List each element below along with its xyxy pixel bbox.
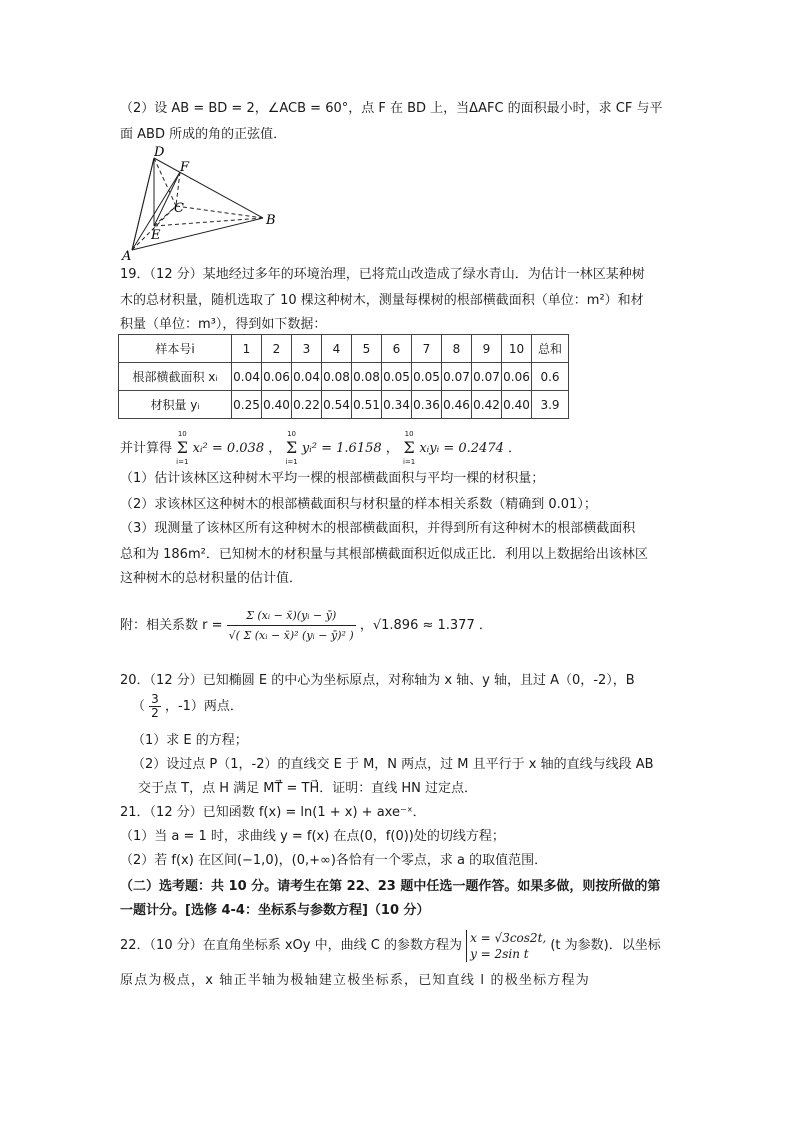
table-cell: 0.40 xyxy=(262,391,292,419)
table-cell: 0.05 xyxy=(382,363,412,391)
table-cell: 10 xyxy=(502,335,532,363)
table-cell: 0.34 xyxy=(382,391,412,419)
q19-p2: （2）求该林区这种树木的根部横截面积与材积量的样本相关系数（精确到 0.01）； xyxy=(120,497,597,512)
label-F: F xyxy=(180,160,190,175)
table-cell: 0.22 xyxy=(292,391,322,419)
appendix-prefix: 附：相关系数 r = xyxy=(120,618,223,633)
label-C: C xyxy=(174,201,184,216)
table-cell: 7 xyxy=(412,335,442,363)
label-A: A xyxy=(122,249,132,262)
q22-line1: 22．（10 分）在直角坐标系 xOy 中，曲线 C 的参数方程为 x = √3cos2t, y = 2sin t (t 为参数)．以坐标 xyxy=(120,930,661,961)
q19-calc-line: 并计算得 10 Σ i=1 xᵢ² = 0.038 ， 10 Σ i=1 yᵢ² = 1.6158 ， 10 Σ i=1 xᵢyᵢ = 0.2474 ． xyxy=(120,428,521,462)
table-cell: 根部横截面积 xᵢ xyxy=(119,363,232,391)
table-cell: 0.04 xyxy=(292,363,322,391)
q19-line2: 木的总材积量，随机选取了 10 棵这种树木，测量每棵树的根部横截面积（单位：m²）和材 xyxy=(120,293,644,308)
q20-p2b: 交于点 T，点 H 满足 MT⃗ = TH⃗．证明：直线 HN 过定点． xyxy=(138,781,478,796)
q20-p2a: （2）设过点 P（1，-2）的直线交 E 于 M，N 两点，过 M 且平行于 x 轴的直线与线段 AB xyxy=(132,757,654,772)
table-cell: 8 xyxy=(442,335,472,363)
table-cell: 0.54 xyxy=(322,391,352,419)
q19-appendix xyxy=(120,594,492,658)
table-row-y xyxy=(119,391,569,419)
q18-part2-line2: 面 ABD 所成的角的正弦值． xyxy=(120,127,287,142)
q19-p3c: 这种树木的总材积量的估计值． xyxy=(120,571,303,586)
elective-line2: 一题计分。[选修 4-4：坐标系与参数方程]（10 分） xyxy=(120,903,430,918)
tetrahedron-figure xyxy=(118,146,288,262)
table-cell: 0.08 xyxy=(352,363,382,391)
table-cell: 样本号i xyxy=(119,335,232,363)
table-cell: 0.07 xyxy=(472,363,502,391)
table-cell: 9 xyxy=(472,335,502,363)
correlation-fraction: $\frac{\text{Σ (xᵢ − x̄)(yᵢ − ȳ)}}{\text{√( Σ (xᵢ − x̄)² (yᵢ − ȳ)² )}}$ xyxy=(228,609,354,642)
elective-line1: （二）选考题：共 10 分。请考生在第 22、23 题中任选一题作答。如果多做，则按所做的第 xyxy=(120,879,661,894)
q19-p3a: （3）现测量了该林区所有这种树木的根部横截面积，并得到所有这种树木的根部横截面积 xyxy=(120,521,636,536)
table-row-x xyxy=(119,363,569,391)
q22-line2: 原点为极点，x 轴正半轴为极轴建立极坐标系，已知直线 l 的极坐标方程为 xyxy=(120,973,590,988)
fraction-3-2: $\frac{3}{2}$ xyxy=(151,692,159,720)
calc-1: xᵢ² = 0.038 xyxy=(192,441,265,456)
table-cell: 0.05 xyxy=(412,363,442,391)
q19-line3: 积量（单位：m³），得到如下数据： xyxy=(120,317,327,332)
table-cell: 3.9 xyxy=(532,391,569,419)
q21-p1: （1）当 a = 1 时，求曲线 y = f(x) 在点(0，f(0))处的切线方程； xyxy=(120,829,505,844)
q19-p1: （1）估计该林区这种树木平均一棵的根部横截面积与平均一棵的材积量； xyxy=(120,471,545,486)
sum-symbol-3: 10 Σ i=1 xyxy=(402,430,416,466)
table-cell: 3 xyxy=(292,335,322,363)
table-cell: 0.51 xyxy=(352,391,382,419)
table-cell: 2 xyxy=(262,335,292,363)
q18-part2-line1: （2）设 AB = BD = 2，∠ACB = 60°，点 F 在 BD 上，当ΔAFC 的面积最小时，求 CF 与平 xyxy=(120,101,663,116)
calc-prefix: 并计算得 xyxy=(120,441,173,456)
table-cell: 0.40 xyxy=(502,391,532,419)
label-E: E xyxy=(151,228,161,243)
table-cell: 0.46 xyxy=(442,391,472,419)
q20-line2: （ $\frac{3}{2}$ ，-1）两点． xyxy=(132,692,243,720)
table-cell: 总和 xyxy=(532,335,569,363)
q19-line1: 19．（12 分）某地经过多年的环境治理，已将荒山改造成了绿水青山．为估计一林区某种树 xyxy=(120,267,645,282)
table-cell: 0.6 xyxy=(532,363,569,391)
sum-symbol-1: 10 Σ i=1 xyxy=(176,430,189,466)
calc-3: xᵢyᵢ = 0.2474 xyxy=(419,441,504,456)
table-cell: 6 xyxy=(382,335,412,363)
calc-2: yᵢ² = 1.6158 xyxy=(301,441,382,456)
table-cell: 5 xyxy=(352,335,382,363)
table-cell: 4 xyxy=(322,335,352,363)
appendix-sqrt: ，√1.896 ≈ 1.377 ． xyxy=(359,618,492,633)
label-B: B xyxy=(266,213,276,228)
table-cell: 1 xyxy=(232,335,262,363)
sum-symbol-2: 10 Σ i=1 xyxy=(285,430,298,466)
table-cell: 0.06 xyxy=(262,363,292,391)
table-header-row xyxy=(119,335,569,363)
table-cell: 材积量 yᵢ xyxy=(119,391,232,419)
q20-p1: （1）求 E 的方程； xyxy=(132,733,248,748)
data-table xyxy=(118,334,569,419)
table-cell: 0.42 xyxy=(472,391,502,419)
table-cell: 0.36 xyxy=(412,391,442,419)
table-cell: 0.07 xyxy=(442,363,472,391)
table-cell: 0.08 xyxy=(322,363,352,391)
table-cell: 0.04 xyxy=(232,363,262,391)
q19-p3b: 总和为 186m²．已知树木的材积量与其根部横截面积近似成正比．利用以上数据给出该林区 xyxy=(120,547,648,562)
table-cell: 0.25 xyxy=(232,391,262,419)
parametric-system: x = √3cos2t, y = 2sin t xyxy=(466,930,546,962)
q21-p2: （2）若 f(x) 在区间(−1,0)，(0,+∞)各恰有一个零点，求 a 的取值范围． xyxy=(120,853,548,868)
table-cell: 0.06 xyxy=(502,363,532,391)
label-D: D xyxy=(154,146,165,160)
q21-line1: 21．（12 分）已知函数 f(x) = ln(1 + x) + axe⁻ˣ． xyxy=(120,805,426,820)
q20-line1: 20．（12 分）已知椭圆 E 的中心为坐标原点，对称轴为 x 轴、y 轴，且过 A（0，-2），B xyxy=(120,673,635,688)
